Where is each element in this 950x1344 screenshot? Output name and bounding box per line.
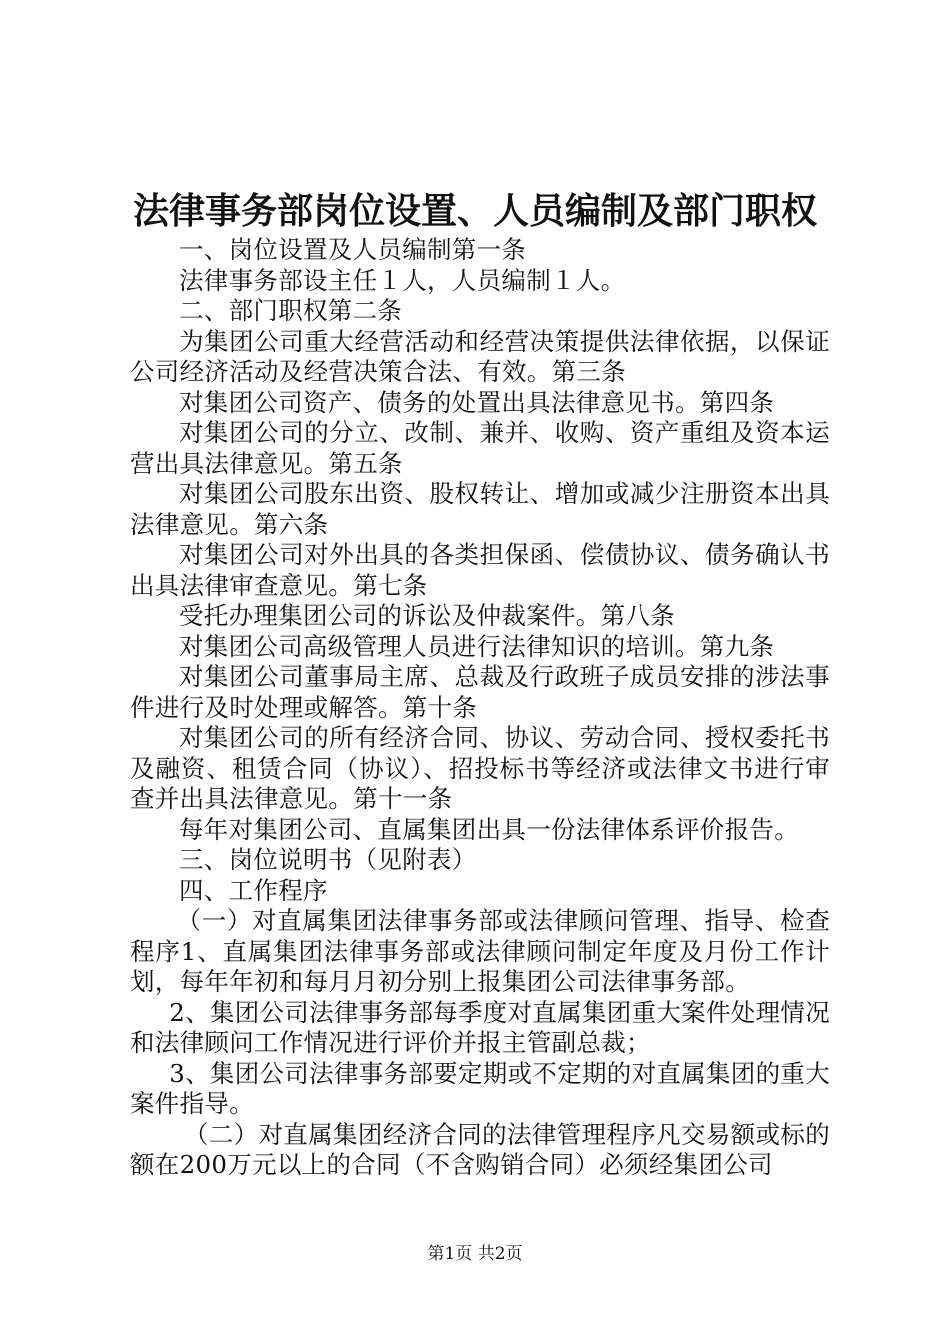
paragraph: 二、部门职权第二条 (179, 296, 403, 325)
paragraph: 三、岗位说明书（见附表） (179, 845, 477, 874)
page-footer (0, 1243, 950, 1265)
paragraph: 法律事务部设主任１人，人员编制１人。 (179, 265, 626, 295)
paragraph: 受托办理集团公司的诉讼及仲裁案件。第八条 (179, 601, 675, 630)
paragraph: 对集团公司董事局主席、总裁及行政班子成员安排的涉法事件进行及时处理或解答。第十条 (130, 662, 830, 722)
paragraph: 对集团公司对外出具的各类担保函、偿债协议、债务确认书出具法律审查意见。第七条 (130, 540, 830, 600)
paragraph: （一）对直属集团法律事务部或法律顾问管理、指导、检查程序1、直属集团法律事务部或法律顾问制定年度及月份工作计划，每年年初和每月月初分别上报集团公司法律事务部。 (130, 906, 831, 996)
paragraph: 为集团公司重大经营活动和经营决策提供法律依据，以保证公司经济活动及经营决策合法、有效。第三条 (130, 326, 830, 386)
paragraph: 对集团公司的分立、改制、兼并、收购、资产重组及资本运营出具法律意见。第五条 (130, 418, 830, 478)
paragraph: 2、集团公司法律事务部每季度对直属集团重大案件处理情况和法律顾问工作情况进行评价并报主管副总裁； (130, 997, 830, 1057)
document-body (130, 235, 830, 1181)
paragraph: 对集团公司资产、债务的处置出具法律意见书。第四条 (179, 387, 775, 417)
paragraph: 一、岗位设置及人员编制第一条 (179, 235, 527, 264)
paragraph: 四、工作程序 (179, 875, 328, 905)
paragraph: 对集团公司的所有经济合同、协议、劳动合同、授权委托书及融资、租赁合同（协议）、招投标书等经济或法律文书进行审查并出具法律意见。第十一条 (130, 723, 830, 813)
document-title: 法律事务部岗位设置、人员编制及部门职权 (132, 190, 817, 232)
paragraph: 对集团公司高级管理人员进行法律知识的培训。第九条 (179, 631, 775, 661)
paragraph: 每年对集团公司、直属集团出具一份法律体系评价报告。 (179, 814, 799, 844)
page-number: 第1页 共2页 (427, 1244, 523, 1264)
paragraph: 对集团公司股东出资、股权转让、增加或减少注册资本出具法律意见。第六条 (130, 479, 830, 539)
paragraph: （二）对直属集团经济合同的法律管理程序凡交易额或标的额在200万元以上的合同（不含购销合同）必须经集团公司 (130, 1119, 830, 1179)
paragraph: 3、集团公司法律事务部要定期或不定期的对直属集团的重大案件指导。 (130, 1058, 830, 1118)
